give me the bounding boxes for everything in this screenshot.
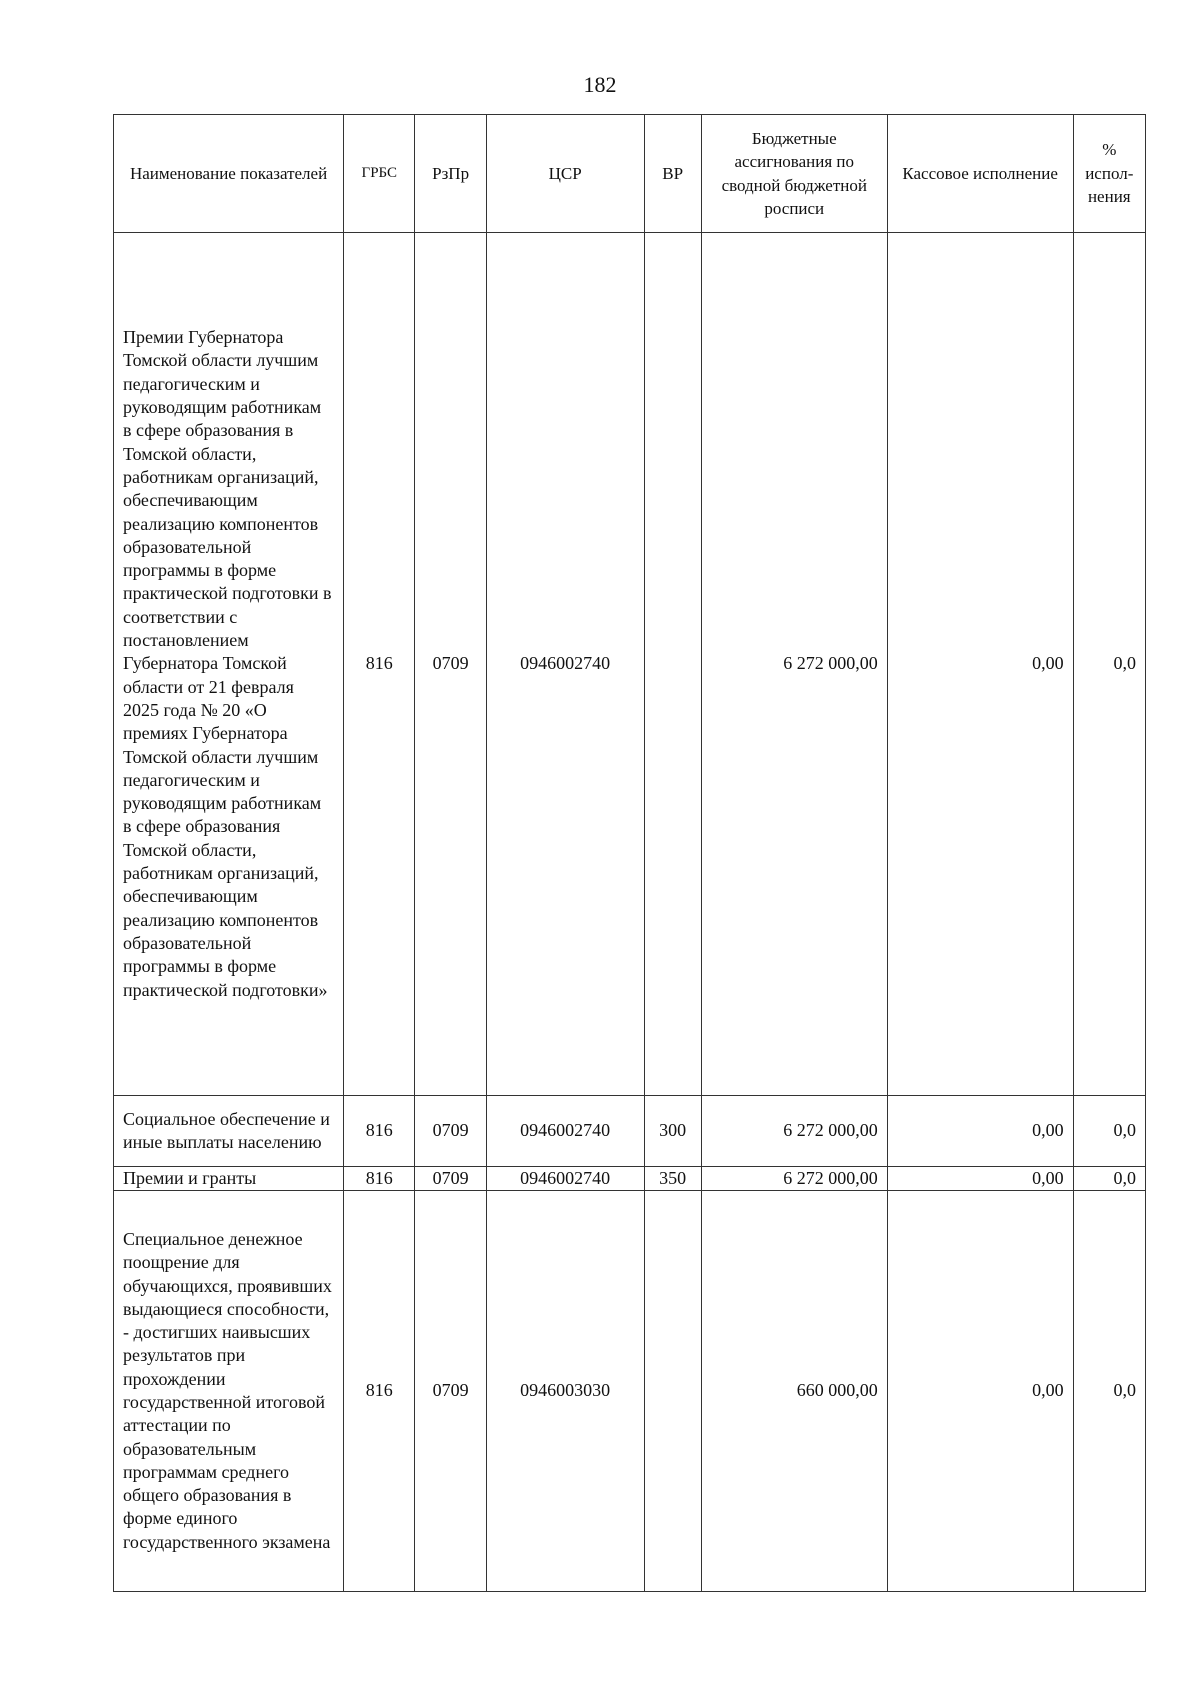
row-name: Социальное обеспечение и иные выплаты населению [114, 1096, 344, 1167]
row-percent: 0,0 [1073, 1167, 1145, 1191]
row-name: Премии Губернатора Томской области лучшим педагогическим и руководящим работникам в сфере образования в Томской области, работникам организаций, обеспечивающим реализацию компонентов образовательной программы в форме практической подготовки в соответствии с постановлением Губернатора Томской области от 21 февраля 2025 года № 20 «О премиях Губернатора Томской области лучшим педагогическим и руководящим работникам в сфере образования Томской области, работникам организаций, обеспечивающим реализацию компонентов образовательной программы в форме практической подготовки» [114, 233, 344, 1096]
table-header-row [114, 115, 1146, 233]
row-rzpr: 0709 [415, 1191, 486, 1592]
row-budget: 6 272 000,00 [701, 1167, 887, 1191]
row-percent: 0,0 [1073, 1096, 1145, 1167]
row-grbs: 816 [344, 1191, 415, 1592]
row-cash: 0,00 [887, 233, 1073, 1096]
row-vr: 300 [644, 1096, 701, 1167]
row-rzpr: 0709 [415, 1167, 486, 1191]
row-grbs: 816 [344, 1167, 415, 1191]
header-vr: ВР [644, 115, 701, 233]
row-csr: 0946002740 [486, 1167, 644, 1191]
row-csr: 0946003030 [486, 1191, 644, 1592]
header-budget: Бюджетные ассигнования по сводной бюджетной росписи [701, 115, 887, 233]
row-vr [644, 1191, 701, 1592]
header-rzpr: РзПр [415, 115, 486, 233]
row-grbs: 816 [344, 233, 415, 1096]
table-row [114, 1096, 1146, 1167]
row-csr: 0946002740 [486, 1096, 644, 1167]
row-grbs: 816 [344, 1096, 415, 1167]
header-grbs: ГРБС [344, 115, 415, 233]
row-vr: 350 [644, 1167, 701, 1191]
row-cash: 0,00 [887, 1167, 1073, 1191]
row-name: Специальное денежное поощрение для обучающихся, проявивших выдающиеся способности, - достигших наивысших результатов при прохождении государственной итоговой аттестации по образовательным программам среднего общего образования в форме единого государственного экзамена [114, 1191, 344, 1592]
table-row [114, 233, 1146, 1096]
row-csr: 0946002740 [486, 233, 644, 1096]
row-percent: 0,0 [1073, 233, 1145, 1096]
row-vr [644, 233, 701, 1096]
table-row [114, 1167, 1146, 1191]
row-name: Премии и гранты [114, 1167, 344, 1191]
row-budget: 6 272 000,00 [701, 1096, 887, 1167]
page-number: 182 [583, 72, 617, 97]
table-row [114, 1191, 1146, 1592]
row-percent: 0,0 [1073, 1191, 1145, 1592]
header-cash: Кассовое исполнение [887, 115, 1073, 233]
row-cash: 0,00 [887, 1191, 1073, 1592]
header-percent: % испол-нения [1073, 115, 1145, 233]
row-budget: 660 000,00 [701, 1191, 887, 1592]
header-name: Наименование показателей [114, 115, 344, 233]
header-csr: ЦСР [486, 115, 644, 233]
row-rzpr: 0709 [415, 1096, 486, 1167]
budget-execution-table [113, 114, 1146, 1592]
row-rzpr: 0709 [415, 233, 486, 1096]
row-cash: 0,00 [887, 1096, 1073, 1167]
row-budget: 6 272 000,00 [701, 233, 887, 1096]
